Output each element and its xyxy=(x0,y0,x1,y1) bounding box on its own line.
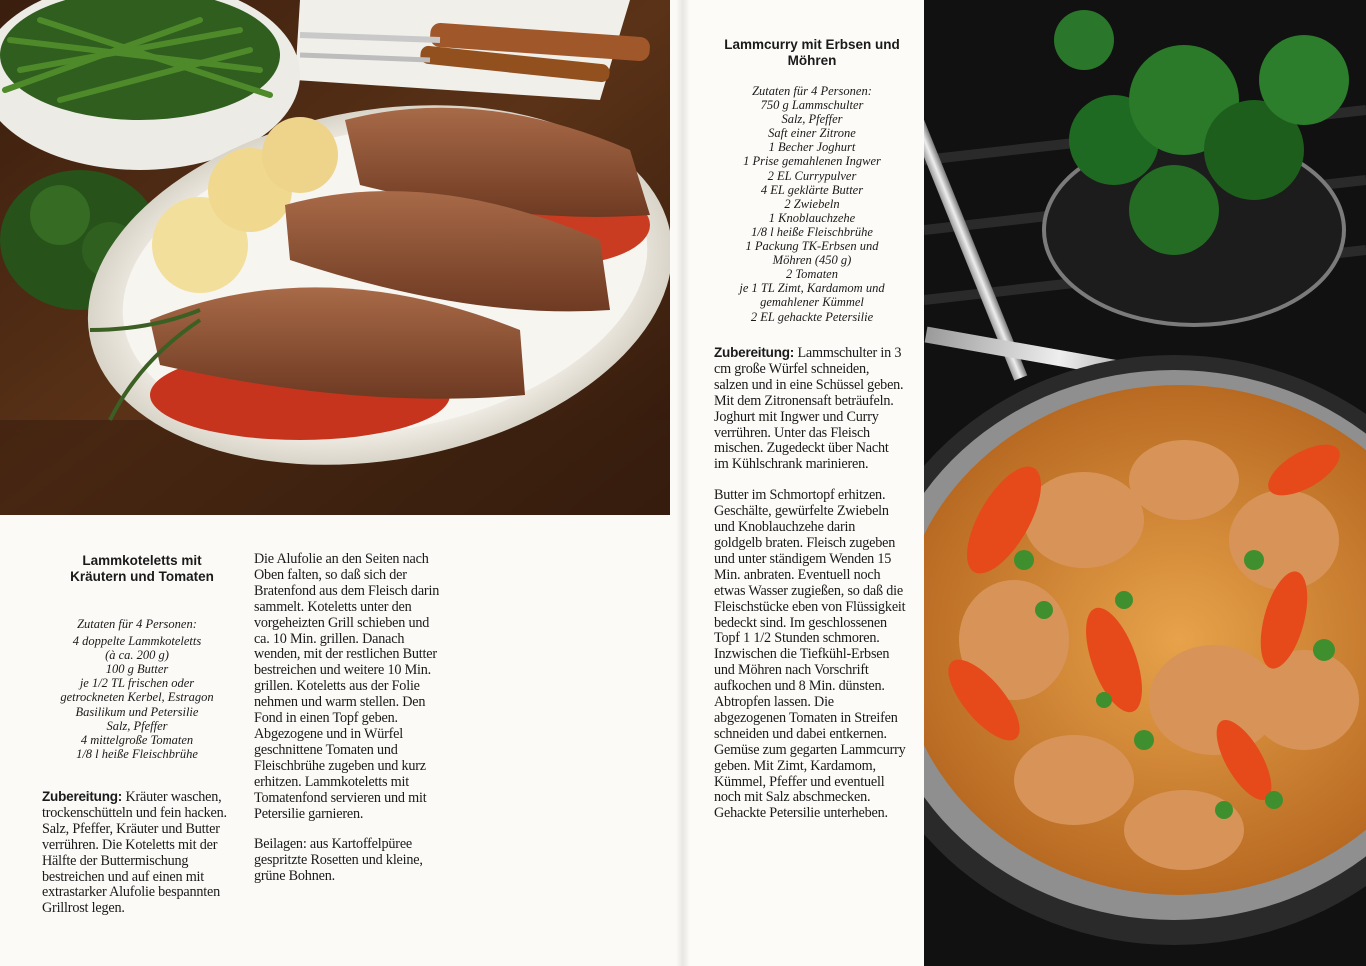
lamb-curry-photo xyxy=(924,0,1366,966)
ingredient-item: 100 g Butter xyxy=(105,662,169,677)
sides-paragraph: Beilagen: aus Kartoffelpüree gespritzte Rosetten und kleine, grüne Bohnen. xyxy=(254,836,423,885)
ingredient-item: Basilikum und Petersilie xyxy=(75,704,199,719)
instructions-column-right xyxy=(714,345,906,822)
lamb-chops-photo xyxy=(0,0,670,515)
prep-text: Kräuter waschen, trockenschütteln und fein hacken. Salz, Pfeffer, Kräuter und Butter verrühren. Die Koteletts mit der Hälfte der Buttermischung bestreichen und auf einen mit extrastarker Alufolie bespannten Grillrost legen. xyxy=(42,789,227,917)
ingredient-item: 2 EL Currypulver xyxy=(767,168,857,183)
ingredients-list-right xyxy=(712,84,912,324)
prep-label: Zubereitung: xyxy=(42,789,123,804)
ingredient-item: 4 doppelte Lammkoteletts xyxy=(72,634,202,649)
prep-text: Lammschulter in 3 cm große Würfel schneiden, salzen und in eine Schüssel geben. Mit dem Zitronensaft beträufeln. Joghurt mit Ingwer und Curry verrühren. Unter das Fleisch mischen. Zugedeckt über Nacht im Kühlschrank marinieren. xyxy=(714,345,904,473)
ingredient-item: 2 EL gehackte Petersilie xyxy=(750,309,874,324)
ingredient-item: je 1 TL Zimt, Kardamom und xyxy=(739,281,885,296)
ingredient-item: je 1/2 TL frischen oder xyxy=(79,676,195,691)
ingredients-heading: Zutaten für 4 Personen: xyxy=(752,84,872,98)
ingredient-item: Möhren (450 g) xyxy=(772,253,852,268)
book-gutter xyxy=(676,0,690,966)
ingredient-item: 1 Becher Joghurt xyxy=(768,140,856,155)
recipe-title-right: Lammcurry mit Erbsen und Möhren xyxy=(724,37,900,68)
instructions-paragraph: Die Alufolie an den Seiten nach Oben falten, so daß sich der Bratenfond aus dem Fleisch darin sammelt. Koteletts unter den vorgeheizten Grill schieben und ca. 10 Min. grillen. Danach wenden, mit der restlichen Butter bestreichen und weitere 10 Min. grillen. Koteletts aus der Folie nehmen und warm stellen. Den Fond in einen Topf geben. Abgezogene und in Würfel geschnittene Tomaten und Fleischbrühe zugeben und kurz erhitzen. Lammkoteletts mit Tomatenfond servieren und mit Petersilie garnieren. xyxy=(254,551,440,822)
ingredient-item: gemahlener Kümmel xyxy=(760,295,864,310)
recipe-title-left: Lammkoteletts mit Kräutern und Tomaten xyxy=(70,553,214,584)
instructions-column-2 xyxy=(254,552,446,885)
ingredient-item: getrockneten Kerbel, Estragon xyxy=(60,690,214,705)
ingredient-item: 1 Prise gemahlenen Ingwer xyxy=(743,154,881,169)
ingredients-list-left xyxy=(44,617,230,761)
ingredient-item: Saft einer Zitrone xyxy=(768,126,856,141)
prep-label: Zubereitung: xyxy=(714,345,795,360)
ingredients-heading: Zutaten für 4 Personen: xyxy=(77,617,197,631)
ingredient-item: Salz, Pfeffer xyxy=(781,112,843,127)
ingredient-item: 2 Zwiebeln xyxy=(784,196,840,211)
ingredient-item: 1 Knoblauchzehe xyxy=(768,210,856,225)
instructions-column-1 xyxy=(42,789,228,917)
ingredient-item: 2 Tomaten xyxy=(786,267,838,282)
ingredient-item: 1/8 l heiße Fleischbrühe xyxy=(76,746,198,761)
ingredient-item: 1 Packung TK-Erbsen und xyxy=(745,239,879,254)
ingredient-item: 1/8 l heiße Fleischbrühe xyxy=(751,224,873,239)
instructions-paragraph xyxy=(42,789,228,917)
instructions-paragraph xyxy=(714,345,906,473)
ingredient-item: (à ca. 200 g) xyxy=(105,648,169,663)
ingredient-item: Salz, Pfeffer xyxy=(106,718,168,733)
instructions-paragraph: Butter im Schmortopf erhitzen. Geschälte, gewürfelte Zwiebeln und Knoblauchzehe darin goldgelb braten. Fleisch zugeben und unter ständigem Wenden 15 Min. anbraten. Eventuell noch etwas Wasser zugießen, so daß die Fleischstücke eben von Flüssigkeit bedeckt sind. Im geschlossenen Topf 1 1/2 Stunden schmoren. Inzwischen die Tiefkühl-Erbsen und Möhren nach Vorschrift aufkochen und 8 Min. dünsten. Abtropfen lassen. Die abgezogenen Tomaten in Streifen schneiden und dabei entkernen. Gemüse zum gegarten Lammcurry geben. Mit Zimt, Kardamom, Kümmel, Pfeffer und eventuell noch mit Salz abschmecken. Gehackte Petersilie unterheben. xyxy=(714,487,906,822)
ingredient-item: 750 g Lammschulter xyxy=(760,98,864,113)
ingredient-item: 4 EL geklärte Butter xyxy=(760,182,864,197)
ingredient-item: 4 mittelgroße Tomaten xyxy=(80,732,194,747)
